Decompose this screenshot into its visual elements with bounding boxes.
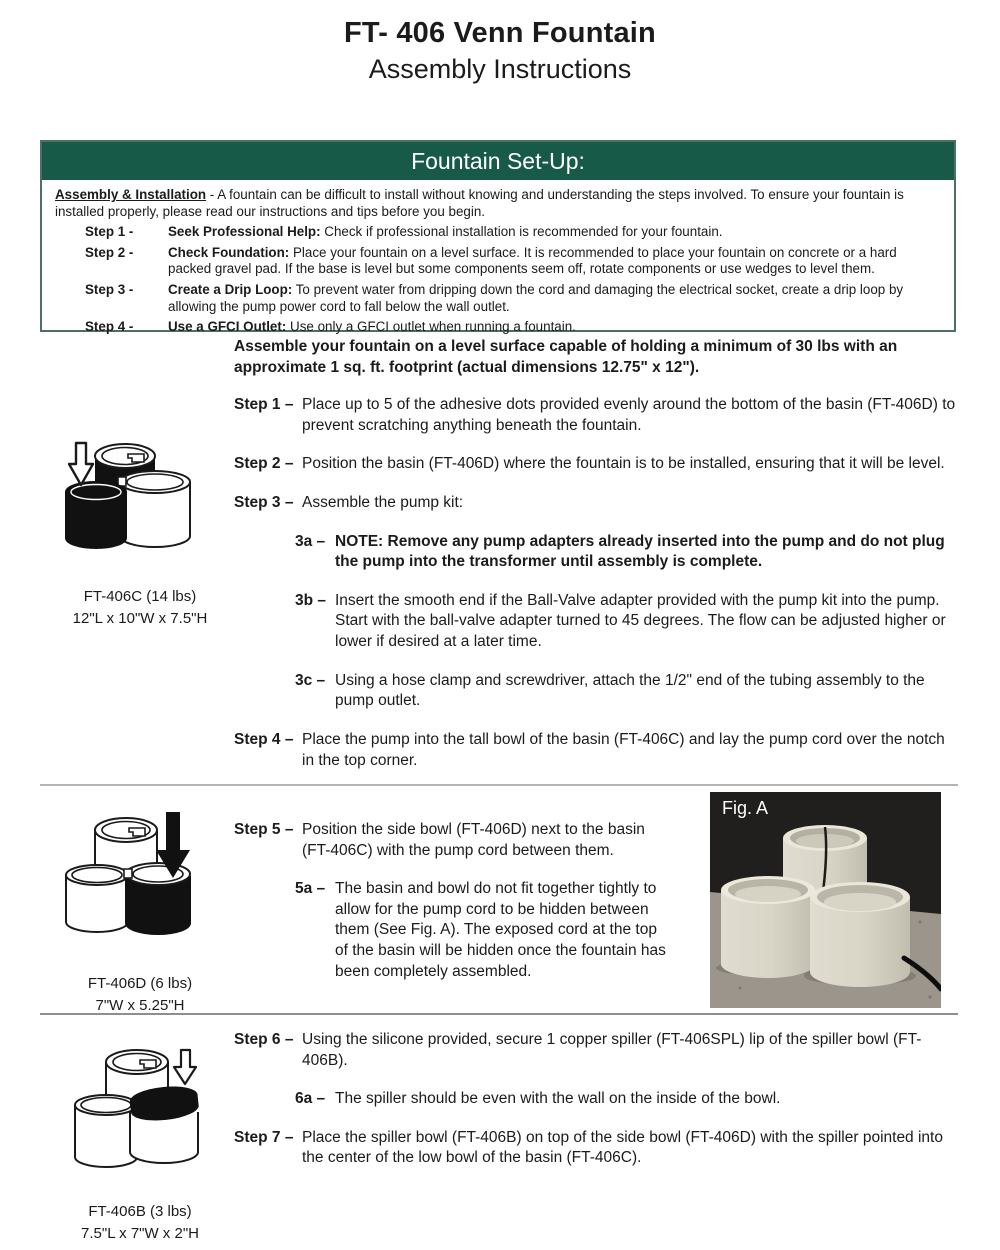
step-3b-label: 3b – (295, 591, 327, 609)
setup-intro-text: - A fountain can be difficult to install without knowing and understanding the steps involved. To ensure your fountain is installed properly, please read our instructions and tips before you begin. (55, 187, 904, 219)
step-6-text: Using the silicone provided, secure 1 copper spiller (FT-406SPL) lip of the spiller bowl (FT-406B). (302, 1031, 922, 1069)
setup-step-4-topic: Use a GFCI Outlet: (168, 319, 287, 335)
step-1-label: Step 1 – (234, 396, 294, 414)
setup-step-1 (85, 224, 906, 241)
fountain-setup-box (40, 140, 956, 335)
step-6a-label: 6a – (295, 1090, 326, 1108)
step-7 (234, 1128, 960, 1169)
setup-step-4-label: Step 4 - (85, 319, 134, 335)
step-5a-label: 5a – (295, 880, 326, 898)
step-4-text: Place the pump into the tall bowl of the basin (FT-406C) and lay the pump cord over the notch in the top corner. (302, 730, 945, 769)
step-7-text: Place the spiller bowl (FT-406B) on top of the side bowl (FT-406D) with the spiller pointed into the center of the low bowl of the basin (FT-406C). (302, 1128, 943, 1167)
side-bowl-diagram-illustration (46, 810, 196, 940)
diagram-caption-ft406d (40, 973, 240, 1017)
setup-step-4 (85, 319, 906, 336)
step-3c-text: Using a hose clamp and screwdriver, attach the 1/2" end of the tubing assembly to the pump outlet. (335, 671, 925, 710)
step-2 (234, 454, 958, 475)
step-1 (234, 395, 958, 436)
down-arrow-outline-icon (69, 443, 93, 485)
step-5a-text: The basin and bowl do not fit together tightly to allow for the pump cord to be hidden between them (See Fig. A). The exposed cord at the top of the basin will be hidden once the fountain has been completely assembled. (335, 880, 666, 980)
step-6a (295, 1089, 960, 1110)
figure-a-label: Fig. A (722, 798, 769, 818)
step-3c (295, 671, 958, 712)
diagram-side-bowl-ft406d (46, 810, 196, 945)
step-5a (295, 879, 674, 982)
diagram-caption-ft406b (40, 1201, 240, 1245)
step-3a-label: 3a – (295, 532, 326, 550)
assembly-section-2 (234, 820, 674, 1000)
setup-step-2-label: Step 2 - (85, 244, 134, 260)
step-5 (234, 820, 674, 861)
step-3-label: Step 3 – (234, 494, 294, 512)
page-title: FT- 406 Venn Fountain (344, 17, 656, 49)
setup-box-body (42, 180, 954, 336)
step-6a-text: The spiller should be even with the wall on the inside of the bowl. (335, 1090, 781, 1108)
step-3-text: Assemble the pump kit: (302, 494, 464, 512)
setup-step-3 (85, 282, 906, 315)
setup-step-1-text: Check if professional installation is recommended for your fountain. (324, 224, 723, 240)
setup-step-1-topic: Seek Professional Help: (168, 224, 321, 240)
step-3b-text: Insert the smooth end if the Ball-Valve adapter provided with the pump kit into the pump. Start with the ball-valve adapter turned to 45 degrees. The flow can be adjusted higher or lower if desired at a later time. (335, 591, 946, 651)
step-3a (295, 532, 958, 573)
step-3a-text: NOTE: Remove any pump adapters already inserted into the pump and do not plug the pump into the transformer until assembly is complete. (335, 532, 945, 571)
step-2-text: Position the basin (FT-406D) where the fountain is to be installed, ensuring that it will be level. (302, 455, 945, 473)
setup-step-2-text: Place your fountain on a level surface. It is recommended to place your fountain on concrete or a hard packed gravel pad. If the base is level but some components seem off, rotate components or use wedges to level them. (168, 244, 897, 277)
step-2-label: Step 2 – (234, 455, 294, 473)
step-7-label: Step 7 – (234, 1128, 294, 1146)
setup-step-2-topic: Check Foundation: (168, 244, 290, 260)
setup-intro-label: Assembly & Installation (55, 187, 207, 202)
figure-a-illustration (710, 792, 941, 1008)
assembly-intro: Assemble your fountain on a level surface capable of holding a minimum of 30 lbs with an approximate 1 sq. ft. footprint (actual dimensions 12.75" x 12"). (234, 338, 898, 376)
diagram-basin-ft406c (58, 438, 203, 558)
basin-diagram-illustration (58, 438, 203, 553)
caption-part-number: FT-406D (6 lbs) (87, 975, 193, 992)
setup-intro (55, 187, 906, 220)
setup-step-1-label: Step 1 - (85, 224, 134, 240)
setup-box-header: Fountain Set-Up: (42, 142, 954, 180)
setup-step-2 (85, 245, 906, 278)
section-divider-1 (40, 784, 958, 786)
step-3b (295, 591, 958, 653)
setup-step-3-text: To prevent water from dripping down the cord and damaging the electrical socket, create a drip loop by allowing the pump power cord to fall below the wall outlet. (168, 282, 904, 314)
caption-part-number: FT-406B (3 lbs) (88, 1203, 192, 1220)
step-5-text: Position the side bowl (FT-406D) next to the basin (FT-406C) with the pump cord between them. (302, 821, 645, 859)
assembly-section-3 (234, 1030, 960, 1187)
page-subtitle: Assembly Instructions (368, 54, 632, 84)
diagram-caption-ft406c (40, 586, 240, 630)
step-6 (234, 1030, 960, 1071)
caption-dimensions: 7"W x 5.25"H (95, 996, 185, 1014)
spiller-bowl-diagram-illustration (66, 1046, 216, 1176)
diagram-spiller-bowl-ft406b (66, 1046, 216, 1181)
setup-step-3-label: Step 3 - (85, 282, 134, 298)
step-5-label: Step 5 – (234, 821, 294, 838)
step-3c-label: 3c – (295, 671, 326, 689)
step-6-label: Step 6 – (234, 1031, 294, 1048)
assembly-section-1 (234, 337, 958, 789)
step-4 (234, 730, 958, 771)
step-4-label: Step 4 – (234, 730, 294, 748)
caption-dimensions: 7.5"L x 7"W x 2"H (81, 1224, 199, 1242)
down-arrow-outline-icon (174, 1050, 196, 1084)
setup-step-4-text: Use only a GFCI outlet when running a fountain. (290, 319, 576, 335)
caption-part-number: FT-406C (14 lbs) (83, 588, 197, 605)
caption-dimensions: 12"L x 10"W x 7.5"H (72, 609, 208, 627)
step-1-text: Place up to 5 of the adhesive dots provided evenly around the bottom of the basin (FT-406D) to prevent scratching anything beneath the fountain. (302, 396, 956, 434)
step-3 (234, 493, 958, 514)
setup-step-3-topic: Create a Drip Loop: (168, 282, 293, 298)
figure-a-photo (710, 792, 941, 1008)
